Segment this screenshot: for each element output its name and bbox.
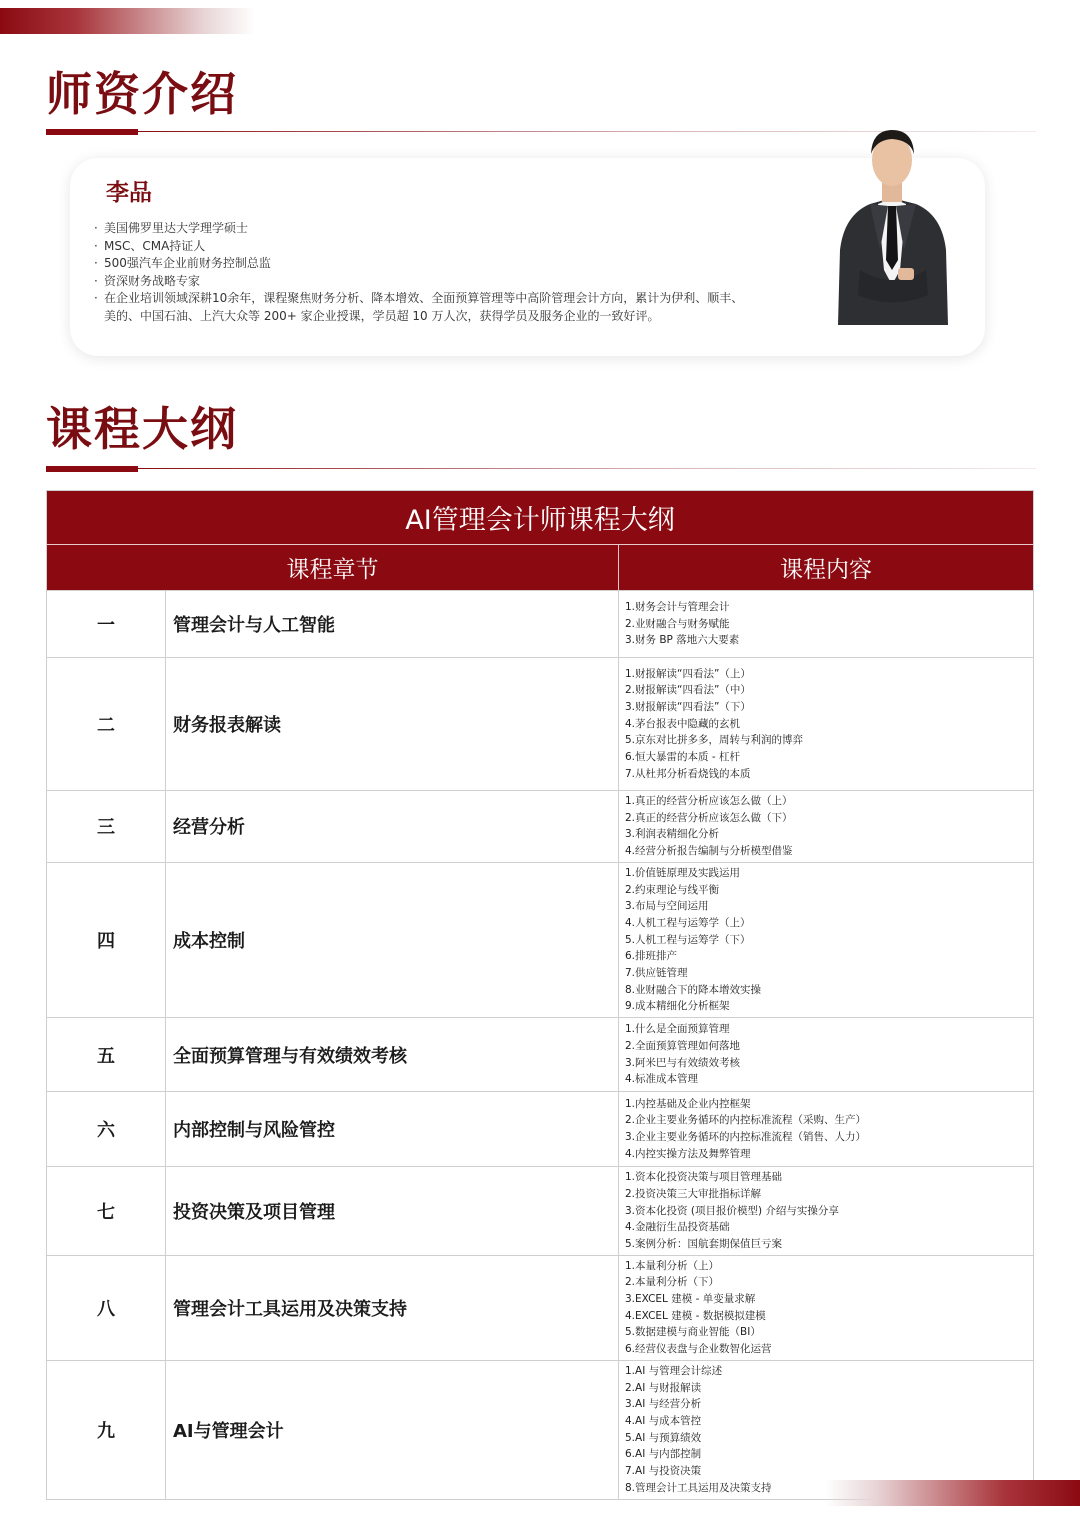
outline-section-title: 课程大纲 bbox=[46, 402, 238, 456]
bio-item: · 资深财务战略专家 bbox=[94, 273, 754, 291]
chapter-name: 管理会计与人工智能 bbox=[166, 591, 619, 658]
content-item: 5.数据建模与商业智能（BI） bbox=[625, 1326, 761, 1339]
content-item: 1.什么是全面预算管理 bbox=[625, 1023, 730, 1036]
content-item: 2.全面预算管理如何落地 bbox=[625, 1039, 741, 1052]
content-item: 3.企业主要业务循环的内控标准流程（销售、人力） bbox=[625, 1131, 867, 1144]
chapter-number: 五 bbox=[47, 1018, 166, 1092]
bio-item: · 500强汽车企业前财务控制总监 bbox=[94, 255, 754, 273]
col-header-content: 课程内容 bbox=[619, 545, 1034, 591]
chapter-name: 财务报表解读 bbox=[166, 658, 619, 791]
content-item: 5.人机工程与运筹学（下） bbox=[625, 933, 751, 946]
teacher-name: 李品 bbox=[106, 180, 152, 206]
content-item: 3.资本化投资 (项目报价模型) 介绍与实操分享 bbox=[625, 1204, 839, 1217]
content-item: 5.京东对比拼多多，周转与利润的博弈 bbox=[625, 734, 804, 747]
chapter-number: 二 bbox=[47, 658, 166, 791]
chapter-row bbox=[47, 791, 1034, 863]
chapter-name: 内部控制与风险管控 bbox=[166, 1092, 619, 1167]
content-item: 4.标准成本管理 bbox=[625, 1073, 699, 1086]
col-header-chapter: 课程章节 bbox=[47, 545, 619, 591]
content-item: 1.本量利分析（上） bbox=[625, 1259, 720, 1272]
chapter-number: 一 bbox=[47, 591, 166, 658]
content-item: 6.经营仪表盘与企业数智化运营 bbox=[625, 1343, 772, 1356]
chapter-content bbox=[619, 591, 1034, 658]
content-item: 3.阿米巴与有效绩效考核 bbox=[625, 1056, 741, 1069]
content-item: 5.案例分析：国航套期保值巨亏案 bbox=[625, 1237, 783, 1250]
chapter-content bbox=[619, 862, 1034, 1017]
bio-item: · 在企业培训领域深耕10余年，课程聚焦财务分析、降本增效、全面预算管理等中高阶管理会计方向，累计为伊利、顺丰、美的、中国石油、上汽大众等 200+ 家企业授课，学员超 10 万人次，获得学员及服务企业的一致好评。 bbox=[94, 290, 754, 325]
chapter-content bbox=[619, 1167, 1034, 1256]
chapter-content bbox=[619, 658, 1034, 791]
chapter-name: AI与管理会计 bbox=[166, 1360, 619, 1499]
table-title: AI管理会计师课程大纲 bbox=[47, 491, 1034, 545]
content-item: 5.AI 与预算绩效 bbox=[625, 1431, 702, 1444]
course-outline-table bbox=[46, 490, 1034, 1500]
teacher-portrait bbox=[830, 120, 955, 325]
chapter-number: 四 bbox=[47, 862, 166, 1017]
teacher-bio-list bbox=[94, 220, 754, 325]
teacher-section-title: 师资介绍 bbox=[46, 67, 238, 121]
content-item: 4.内控实操方法及舞弊管理 bbox=[625, 1147, 751, 1160]
content-item: 7.从杜邦分析看烧钱的本质 bbox=[625, 767, 751, 780]
content-item: 6.恒大暴雷的本质 - 杠杆 bbox=[625, 751, 740, 764]
content-item: 1.内控基础及企业内控框架 bbox=[625, 1097, 751, 1110]
content-item: 2.本量利分析（下） bbox=[625, 1276, 720, 1289]
chapter-row bbox=[47, 1255, 1034, 1360]
chapter-name: 成本控制 bbox=[166, 862, 619, 1017]
content-item: 3.AI 与经营分析 bbox=[625, 1398, 702, 1411]
bio-item: · 美国佛罗里达大学理学硕士 bbox=[94, 220, 754, 238]
content-item: 2.企业主要业务循环的内控标准流程（采购、生产） bbox=[625, 1114, 867, 1127]
content-item: 4.EXCEL 建模 - 数据模拟建模 bbox=[625, 1309, 766, 1322]
content-item: 1.真正的经营分析应该怎么做（上） bbox=[625, 795, 793, 807]
top-decor-bar bbox=[0, 8, 255, 34]
chapter-content bbox=[619, 1018, 1034, 1092]
content-item: 2.投资决策三大审批指标详解 bbox=[625, 1187, 762, 1200]
content-item: 2.业财融合与财务赋能 bbox=[625, 617, 730, 630]
chapter-number: 八 bbox=[47, 1255, 166, 1360]
content-item: 7.供应链管理 bbox=[625, 967, 688, 980]
chapter-number: 六 bbox=[47, 1092, 166, 1167]
chapter-name: 经营分析 bbox=[166, 791, 619, 863]
content-item: 6.AI 与内部控制 bbox=[625, 1448, 702, 1461]
content-item: 6.排班排产 bbox=[625, 950, 678, 963]
chapter-row bbox=[47, 1018, 1034, 1092]
content-item: 2.约束理论与线平衡 bbox=[625, 883, 720, 896]
chapter-content bbox=[619, 1255, 1034, 1360]
content-item: 2.财报解读“四看法”（中） bbox=[625, 684, 751, 697]
content-item: 3.财务 BP 落地六大要素 bbox=[625, 634, 740, 647]
content-item: 7.AI 与投资决策 bbox=[625, 1465, 702, 1478]
chapter-number: 七 bbox=[47, 1167, 166, 1256]
content-item: 1.财报解读“四看法”（上） bbox=[625, 667, 751, 680]
chapter-row bbox=[47, 1167, 1034, 1256]
content-item: 1.资本化投资决策与项目管理基础 bbox=[625, 1171, 783, 1184]
chapter-content bbox=[619, 1360, 1034, 1499]
content-item: 8.业财融合下的降本增效实操 bbox=[625, 983, 762, 996]
chapter-number: 九 bbox=[47, 1360, 166, 1499]
outline-title-underline bbox=[46, 466, 1036, 472]
content-item: 4.金融衍生品投资基础 bbox=[625, 1221, 730, 1234]
chapter-number: 三 bbox=[47, 791, 166, 863]
chapter-row bbox=[47, 658, 1034, 791]
chapter-row bbox=[47, 862, 1034, 1017]
bottom-decor-bar bbox=[825, 1480, 1080, 1506]
content-item: 4.茅台报表中隐藏的玄机 bbox=[625, 717, 741, 730]
content-item: 9.成本精细化分析框架 bbox=[625, 1000, 730, 1013]
content-item: 3.EXCEL 建模 - 单变量求解 bbox=[625, 1293, 756, 1306]
content-item: 3.利润表精细化分析 bbox=[625, 828, 720, 841]
content-item: 2.AI 与财报解读 bbox=[625, 1381, 702, 1394]
content-item: 1.财务会计与管理会计 bbox=[625, 600, 730, 613]
content-item: 8.管理会计工具运用及决策支持 bbox=[625, 1481, 772, 1494]
chapter-name: 全面预算管理与有效绩效考核 bbox=[166, 1018, 619, 1092]
content-item: 4.AI 与成本管控 bbox=[625, 1414, 702, 1427]
chapter-table-body bbox=[47, 591, 1034, 1500]
chapter-name: 投资决策及项目管理 bbox=[166, 1167, 619, 1256]
content-item: 4.经营分析报告编制与分析模型借鉴 bbox=[625, 845, 793, 858]
content-item: 2.真正的经营分析应该怎么做（下） bbox=[625, 811, 793, 824]
chapter-content bbox=[619, 791, 1034, 863]
bio-item: · MSC、CMA持证人 bbox=[94, 238, 754, 256]
chapter-row bbox=[47, 1092, 1034, 1167]
chapter-row bbox=[47, 591, 1034, 658]
content-item: 1.AI 与管理会计综述 bbox=[625, 1364, 723, 1377]
content-item: 3.财报解读“四看法”（下） bbox=[625, 700, 751, 713]
content-item: 3.布局与空间运用 bbox=[625, 900, 709, 913]
chapter-content bbox=[619, 1092, 1034, 1167]
content-item: 4.人机工程与运筹学（上） bbox=[625, 916, 751, 929]
content-item: 1.价值链原理及实践运用 bbox=[625, 866, 741, 879]
chapter-name: 管理会计工具运用及决策支持 bbox=[166, 1255, 619, 1360]
chapter-row bbox=[47, 1360, 1034, 1499]
